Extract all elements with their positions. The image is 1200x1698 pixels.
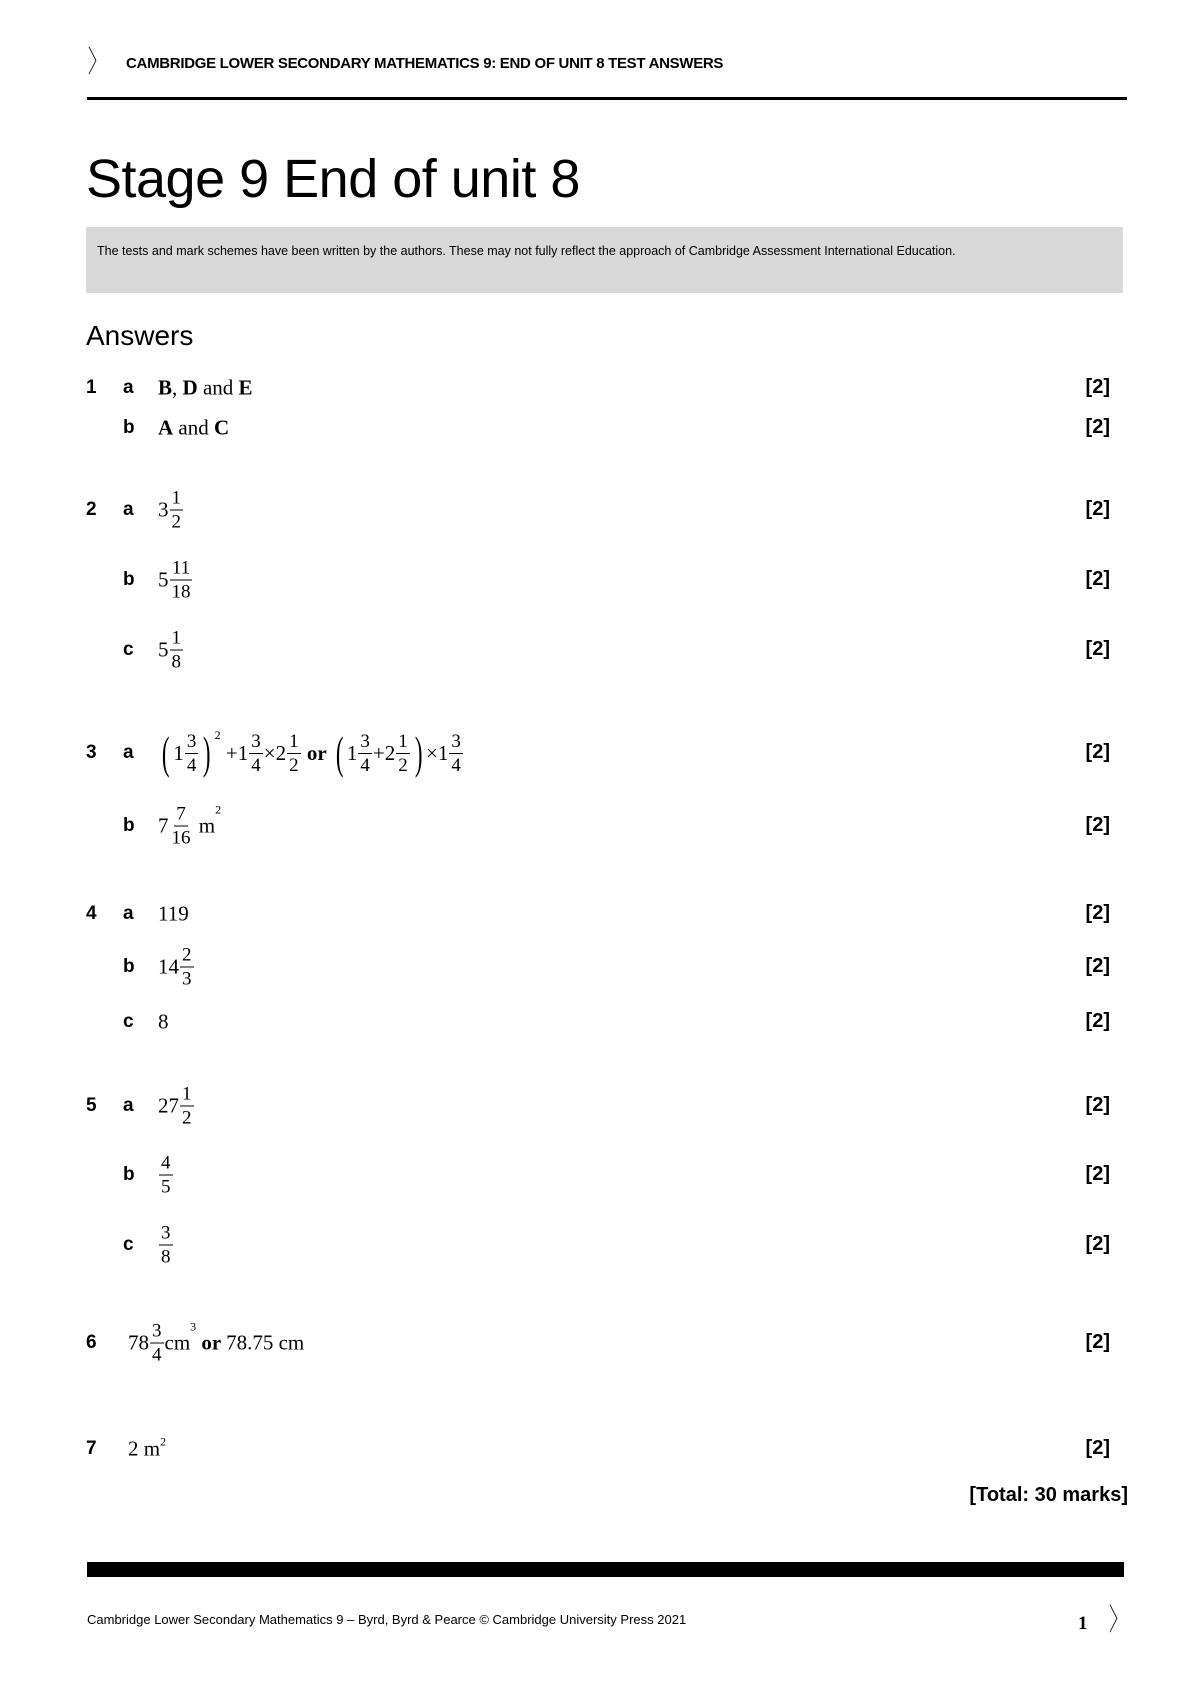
fraction [396, 732, 410, 775]
answer-expression [158, 727, 464, 778]
part-letter: a [123, 1095, 134, 1116]
answers-heading: Answers [86, 320, 194, 351]
answer-expression [158, 1085, 195, 1128]
answer-expression [158, 802, 222, 849]
answer-text: 5 [158, 637, 169, 662]
answer-text: 1 [346, 740, 358, 765]
denominator: 8 [171, 651, 181, 673]
answer-expression [128, 1434, 167, 1462]
answer-bold-text: D [182, 375, 198, 400]
answer-text: +2 [372, 740, 396, 765]
denominator: 4 [251, 754, 261, 776]
page-title: Stage 9 End of unit 8 [86, 149, 580, 209]
footer-bar [87, 1562, 1124, 1577]
answer-text: cm [164, 1330, 191, 1355]
parenthesis: ) [414, 727, 423, 778]
fraction [180, 1085, 194, 1128]
part-letter: b [123, 956, 135, 977]
denominator: 2 [289, 754, 299, 776]
fraction [159, 1224, 173, 1267]
fraction [170, 559, 193, 602]
numerator: 1 [171, 627, 181, 649]
part-letter: c [123, 1011, 134, 1032]
marks-label: [2] [1085, 741, 1110, 763]
part-letter: a [123, 742, 134, 763]
answer-expression [158, 416, 229, 441]
numerator: 1 [182, 1083, 192, 1105]
superscript: 2 [215, 802, 222, 817]
denominator: 2 [398, 754, 408, 776]
answer-text: +1 [220, 740, 249, 765]
answer-text: 78 [128, 1330, 149, 1355]
part-letter: b [123, 815, 135, 836]
parenthesis: ( [161, 727, 170, 778]
answer-bold-text: E [238, 375, 253, 400]
answer-text: ×1 [426, 740, 449, 765]
answer-text: 2 m [128, 1436, 161, 1461]
question-number: 5 [86, 1095, 97, 1116]
numerator: 3 [251, 730, 261, 752]
denominator: 3 [182, 968, 192, 990]
part-letter: c [123, 639, 134, 660]
answer-expression [158, 629, 184, 672]
denominator: 16 [171, 827, 191, 849]
chevron-right-icon: 〉 [88, 45, 106, 80]
answer-expression [158, 1154, 174, 1197]
marks-label: [2] [1085, 1437, 1110, 1459]
disclaimer-note: The tests and mark schemes have been written by the authors. These may not fully reflect the approach of Cambridge Assessment International Education. [86, 227, 1123, 293]
marks-label: [2] [1085, 814, 1110, 836]
answer-text: 119 [158, 901, 189, 926]
numerator: 1 [398, 730, 408, 752]
question-number: 1 [86, 377, 97, 398]
fraction [358, 732, 372, 775]
denominator: 4 [152, 1344, 162, 1366]
fraction [185, 732, 199, 775]
header-divider [87, 97, 1127, 100]
answer-expression [158, 1010, 169, 1035]
denominator: 2 [182, 1107, 192, 1129]
numerator: 3 [152, 1320, 162, 1342]
part-letter: b [123, 417, 135, 438]
superscript: 2 [214, 728, 221, 742]
chevron-right-icon: 〉 [1109, 1603, 1127, 1638]
part-letter: a [123, 377, 134, 398]
parenthesis: ( [335, 727, 344, 778]
numerator: 7 [176, 803, 186, 825]
denominator: 8 [161, 1246, 171, 1268]
answer-bold-text: or [301, 740, 332, 765]
denominator: 5 [161, 1176, 171, 1198]
answer-text: 14 [158, 954, 179, 979]
running-header: CAMBRIDGE LOWER SECONDARY MATHEMATICS 9: END OF UNIT 8 TEST ANSWERS [126, 55, 724, 72]
answer-text: and [197, 375, 239, 400]
marks-label: [2] [1085, 1163, 1110, 1185]
answer-text: 27 [158, 1093, 179, 1118]
numerator: 3 [360, 730, 370, 752]
question-number: 7 [86, 1438, 97, 1459]
denominator: 4 [360, 754, 370, 776]
numerator: 3 [186, 730, 197, 752]
denominator: 4 [451, 754, 461, 776]
answer-bold-text: B [158, 375, 173, 400]
answer-expression [128, 1319, 305, 1366]
numerator: 2 [182, 944, 192, 966]
answer-expression [158, 376, 253, 401]
answer-text: 1 [173, 740, 184, 765]
question-number: 3 [86, 742, 97, 763]
denominator: 4 [186, 754, 197, 776]
answer-text: 5 [158, 567, 169, 592]
fraction [449, 732, 463, 775]
total-marks: [Total: 30 marks] [969, 1484, 1128, 1506]
marks-label: [2] [1085, 1331, 1110, 1353]
numerator: 3 [451, 730, 461, 752]
question-number: 6 [86, 1332, 97, 1353]
answer-text: 8 [158, 1009, 169, 1034]
answer-text: 3 [158, 497, 169, 522]
marks-label: [2] [1085, 416, 1110, 438]
answer-expression [158, 1224, 174, 1267]
denominator: 18 [171, 581, 191, 603]
part-letter: a [123, 903, 134, 924]
fraction [170, 629, 184, 672]
marks-label: [2] [1085, 1094, 1110, 1116]
marks-label: [2] [1085, 902, 1110, 924]
part-letter: c [123, 1234, 134, 1255]
fraction [180, 946, 194, 989]
footer-text: Cambridge Lower Secondary Mathematics 9 – Byrd, Byrd & Pearce © Cambridge University Press 2021 [87, 1612, 687, 1627]
question-number: 4 [86, 903, 97, 924]
fraction [170, 489, 184, 532]
page-number: 1 [1078, 1613, 1088, 1634]
answer-text: , [172, 375, 183, 400]
numerator: 3 [161, 1222, 171, 1244]
part-letter: b [123, 569, 135, 590]
numerator: 1 [289, 730, 299, 752]
answer-bold-text: C [214, 415, 230, 440]
marks-label: [2] [1085, 1233, 1110, 1255]
marks-label: [2] [1085, 376, 1110, 398]
answer-text: 78.75 cm [226, 1330, 305, 1355]
answer-expression [158, 489, 184, 532]
answer-bold-text: A [158, 415, 174, 440]
part-letter: b [123, 1164, 135, 1185]
numerator: 4 [161, 1152, 171, 1174]
marks-label: [2] [1085, 568, 1110, 590]
denominator: 2 [171, 511, 181, 533]
fraction [150, 1322, 164, 1365]
question-number: 2 [86, 499, 97, 520]
answer-text: m [193, 813, 216, 838]
parenthesis: ) [203, 727, 211, 778]
marks-label: [2] [1085, 638, 1110, 660]
marks-label: [2] [1085, 1010, 1110, 1032]
answer-text: and [173, 415, 214, 440]
fraction [170, 805, 193, 848]
superscript: 2 [160, 1434, 167, 1449]
answer-expression [158, 559, 194, 602]
answer-text: ×2 [263, 740, 287, 765]
numerator: 1 [171, 487, 181, 509]
fraction [159, 1154, 173, 1197]
marks-label: [2] [1085, 498, 1110, 520]
answer-bold-text: or [196, 1330, 227, 1355]
answer-expression [158, 946, 195, 989]
fraction [287, 732, 301, 775]
part-letter: a [123, 499, 134, 520]
marks-label: [2] [1085, 955, 1110, 977]
answer-text: 7 [158, 813, 169, 838]
superscript: 3 [190, 1319, 197, 1334]
answer-expression [158, 902, 189, 927]
fraction [249, 732, 263, 775]
numerator: 11 [171, 557, 191, 579]
